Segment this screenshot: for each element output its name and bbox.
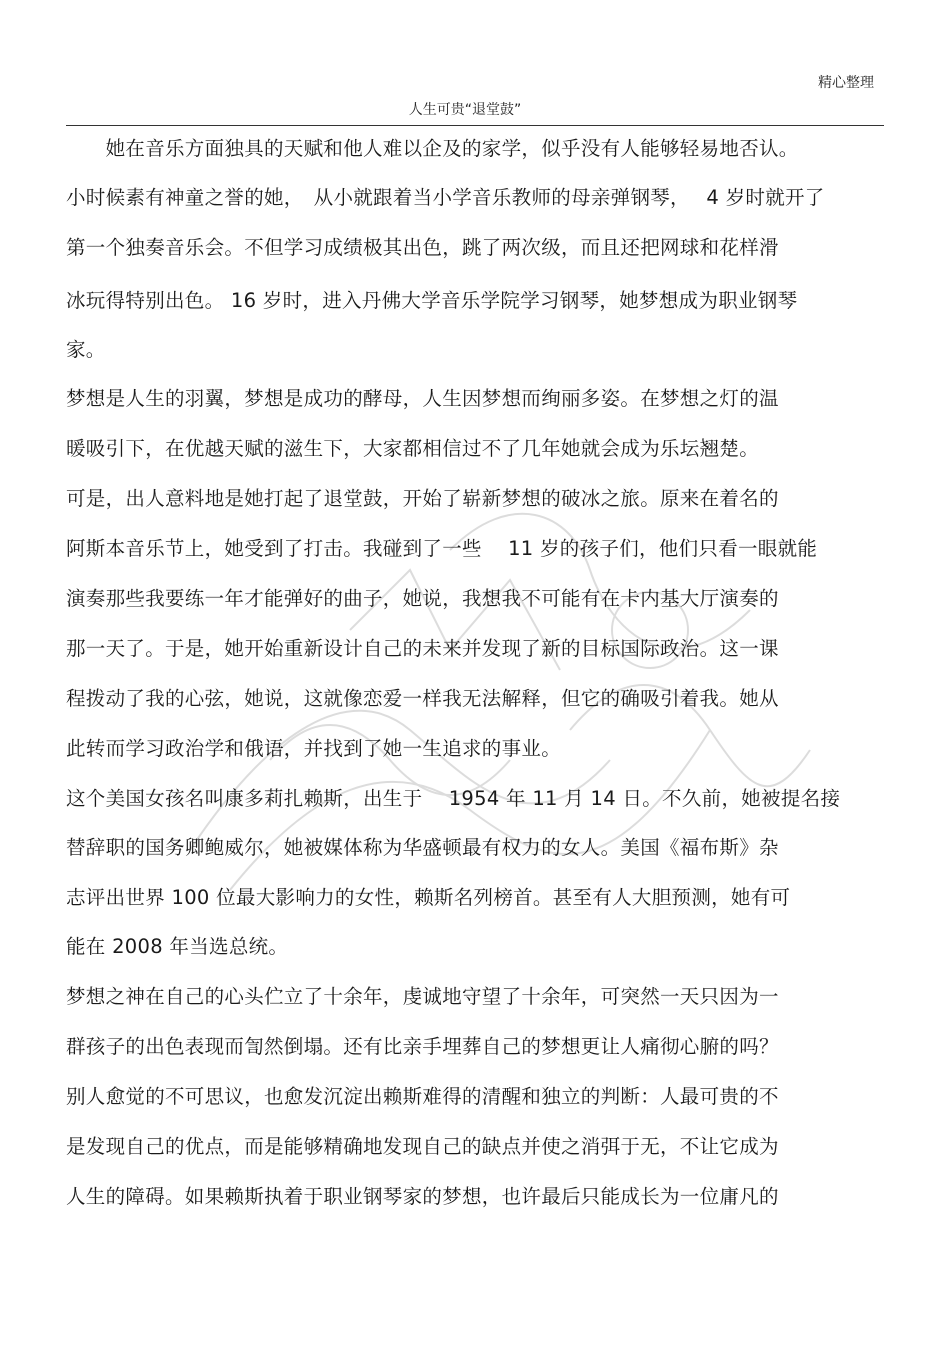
body-line: 家。: [66, 338, 106, 361]
body-line: 能在 2008 年当选总统。: [66, 935, 289, 958]
body-line: 梦想是人生的羽翼，梦想是成功的酵母，人生因梦想而绚丽多姿。在梦想之灯的温: [66, 387, 779, 410]
corner-note: 精心整理: [818, 75, 874, 91]
body-line: 人生的障碍。如果赖斯执着于职业钢琴家的梦想，也许最后只能成长为一位庸凡的: [66, 1185, 779, 1208]
body-line: 别人愈觉的不可思议，也愈发沉淀出赖斯难得的清醒和独立的判断：人最可贵的不: [66, 1085, 779, 1108]
body-line: 是发现自己的优点，而是能够精确地发现自己的缺点并使之消弭于无，不让它成为: [66, 1135, 779, 1158]
body-line: 第一个独奏音乐会。不但学习成绩极其出色，跳了两次级，而且还把网球和花样滑: [66, 236, 779, 259]
body-line: 暖吸引下，在优越天赋的滋生下，大家都相信过不了几年她就会成为乐坛翘楚。: [66, 437, 760, 460]
body-line: 她在音乐方面独具的天赋和他人难以企及的家学，似乎没有人能够轻易地否认。: [66, 137, 799, 160]
body-line: 冰玩得特别出色。 16 岁时，进入丹佛大学音乐学院学习钢琴，她梦想成为职业钢琴: [66, 289, 798, 312]
body-line: 此转而学习政治学和俄语，并找到了她一生追求的事业。: [66, 737, 562, 760]
header-divider: [66, 125, 884, 126]
body-line: 阿斯本音乐节上，她受到了打击。我碰到了一些 11 岁的孩子们，他们只看一眼就能: [66, 537, 818, 560]
body-line: 替辞职的国务卿鲍威尔，她被媒体称为华盛顿最有权力的女人。美国《福布斯》杂: [66, 836, 779, 859]
body-line: 程拨动了我的心弦，她说，这就像恋爱一样我无法解释，但它的确吸引着我。她从: [66, 687, 779, 710]
body-line: 梦想之神在自己的心头伫立了十余年，虔诚地守望了十余年，可突然一天只因为一: [66, 985, 779, 1008]
page-header-title: 人生可贵“退堂鼓”: [408, 102, 522, 118]
body-line: 演奏那些我要练一年才能弹好的曲子，她说，我想我不可能有在卡内基大厅演奏的: [66, 587, 779, 610]
body-line: 这个美国女孩名叫康多莉扎赖斯，出生于 1954 年 11 月 14 日。不久前，她被提名接: [66, 787, 841, 810]
body-line: 那一天了。于是，她开始重新设计自己的未来并发现了新的目标国际政治。这一课: [66, 637, 779, 660]
body-line: 可是，出人意料地是她打起了退堂鼓，开始了崭新梦想的破冰之旅。原来在着名的: [66, 487, 779, 510]
body-line: 群孩子的出色表现而訇然倒塌。还有比亲手埋葬自己的梦想更让人痛彻心腑的吗？: [66, 1035, 779, 1058]
body-line: 志评出世界 100 位最大影响力的女性，赖斯名列榜首。甚至有人大胆预测，她有可: [66, 886, 791, 909]
body-line: 小时候素有神童之誉的她， 从小就跟着当小学音乐教师的母亲弹钢琴， 4 岁时就开了: [66, 186, 825, 209]
